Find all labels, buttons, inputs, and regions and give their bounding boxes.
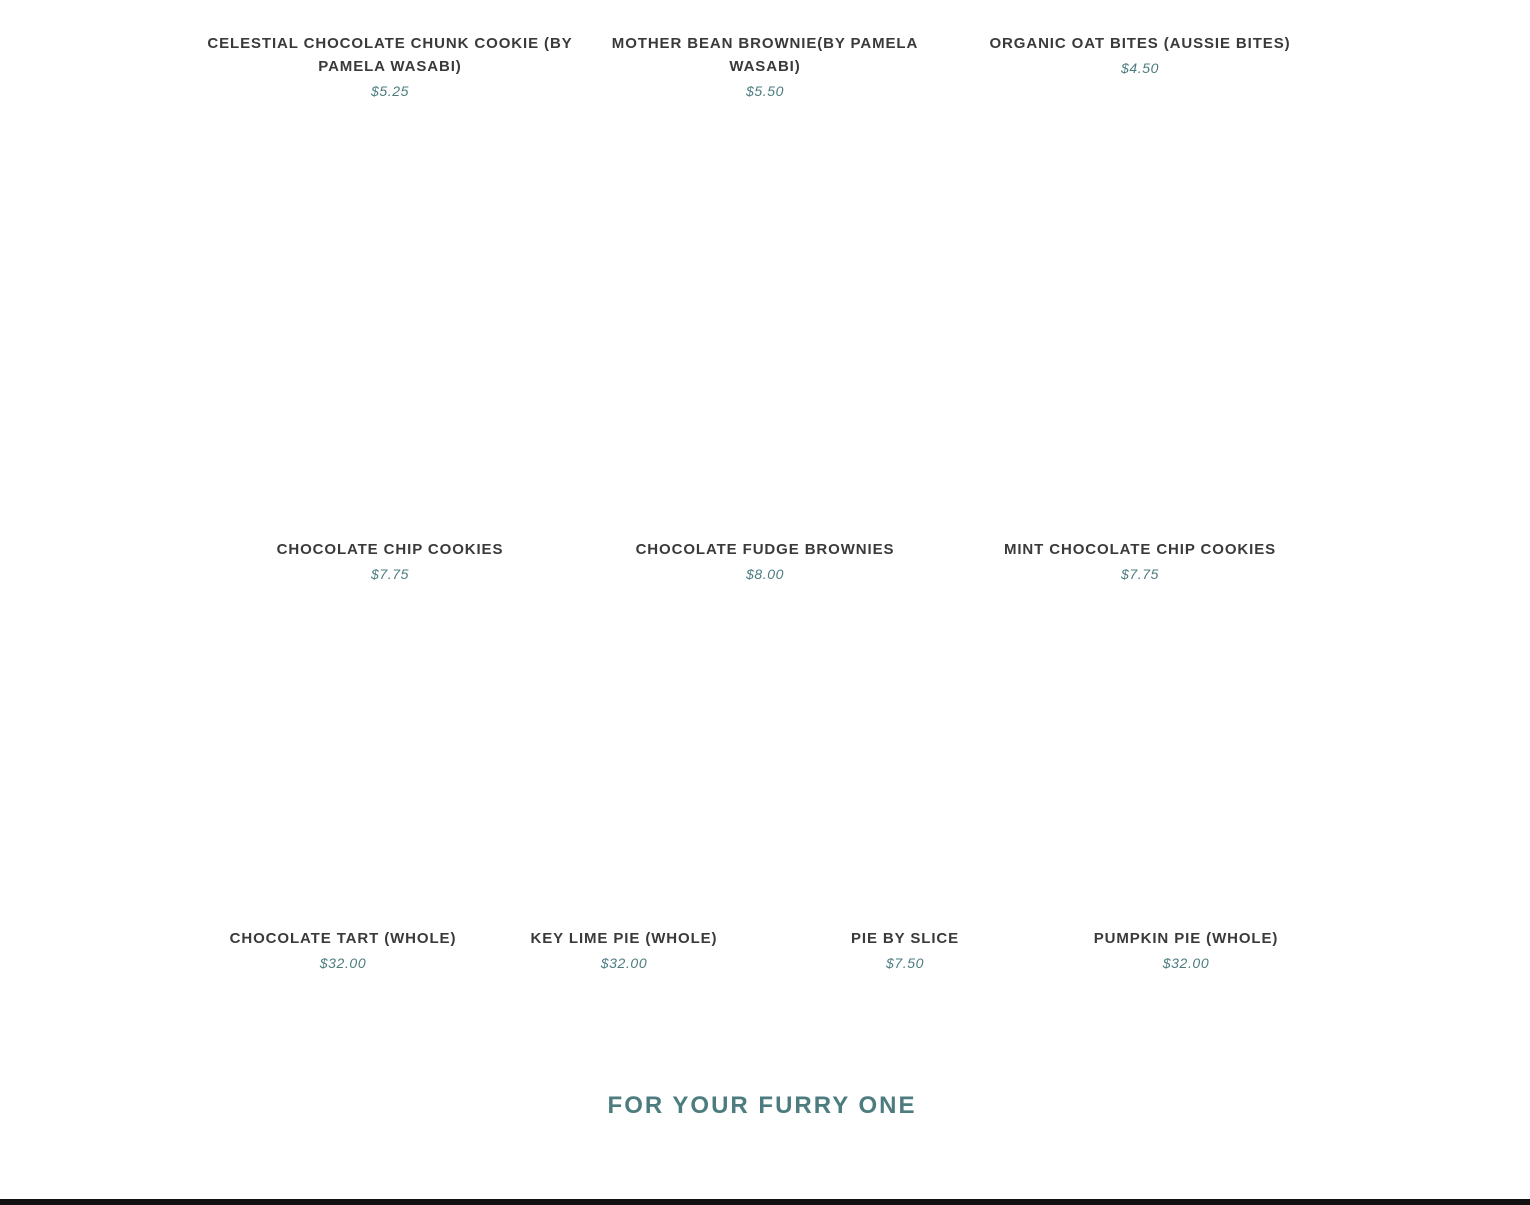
product-image[interactable] bbox=[205, 120, 575, 538]
product-image[interactable] bbox=[205, 606, 481, 927]
product-title[interactable]: PIE BY SLICE bbox=[850, 930, 960, 947]
product-card-chocolate-chip-cookies[interactable] bbox=[205, 120, 575, 586]
product-title[interactable]: ORGANIC OAT BITES (AUSSIE BITES) bbox=[989, 35, 1291, 52]
product-card-chocolate-fudge-brownies[interactable] bbox=[580, 120, 950, 586]
product-card-organic-oat-bites[interactable] bbox=[955, 32, 1325, 80]
product-card-pie-by-slice[interactable] bbox=[767, 606, 1043, 975]
product-price: $5.25 bbox=[370, 83, 410, 99]
product-title[interactable]: CHOCOLATE TART (WHOLE) bbox=[229, 930, 457, 947]
product-card-key-lime-pie[interactable] bbox=[486, 606, 762, 975]
product-price: $7.50 bbox=[885, 955, 925, 971]
product-image[interactable] bbox=[1048, 606, 1324, 927]
product-price: $4.50 bbox=[1120, 60, 1160, 76]
section-heading: FOR YOUR FURRY ONE bbox=[607, 1092, 917, 1119]
product-card-celestial-cookie[interactable] bbox=[205, 32, 575, 103]
product-card-mother-bean-brownie[interactable] bbox=[580, 32, 950, 103]
product-title[interactable]: PUMPKIN PIE (WHOLE) bbox=[1093, 930, 1279, 947]
product-price: $32.00 bbox=[600, 955, 648, 971]
product-title[interactable]: CHOCOLATE CHIP COOKIES bbox=[276, 541, 504, 558]
product-title[interactable]: MOTHER BEAN BROWNIE(BY PAMELA WASABI) bbox=[611, 35, 919, 75]
product-price: $7.75 bbox=[370, 566, 410, 582]
product-card-chocolate-tart[interactable] bbox=[205, 606, 481, 975]
product-card-mint-chocolate-chip-cookies[interactable] bbox=[955, 120, 1325, 586]
product-title[interactable]: KEY LIME PIE (WHOLE) bbox=[530, 930, 718, 947]
product-price: $7.75 bbox=[1120, 566, 1160, 582]
product-price: $5.50 bbox=[745, 83, 785, 99]
product-image[interactable] bbox=[486, 606, 762, 927]
product-image[interactable] bbox=[767, 606, 1043, 927]
product-title[interactable]: CELESTIAL CHOCOLATE CHUNK COOKIE (BY PAMELA WASABI) bbox=[207, 35, 573, 75]
product-title[interactable]: MINT CHOCOLATE CHIP COOKIES bbox=[1003, 541, 1277, 558]
product-image[interactable] bbox=[580, 120, 950, 538]
product-card-pumpkin-pie[interactable] bbox=[1048, 606, 1324, 975]
product-image[interactable] bbox=[955, 120, 1325, 538]
product-price: $32.00 bbox=[319, 955, 367, 971]
footer-bar bbox=[0, 1199, 1530, 1205]
product-price: $32.00 bbox=[1162, 955, 1210, 971]
product-title[interactable]: CHOCOLATE FUDGE BROWNIES bbox=[635, 541, 895, 558]
product-price: $8.00 bbox=[745, 566, 785, 582]
